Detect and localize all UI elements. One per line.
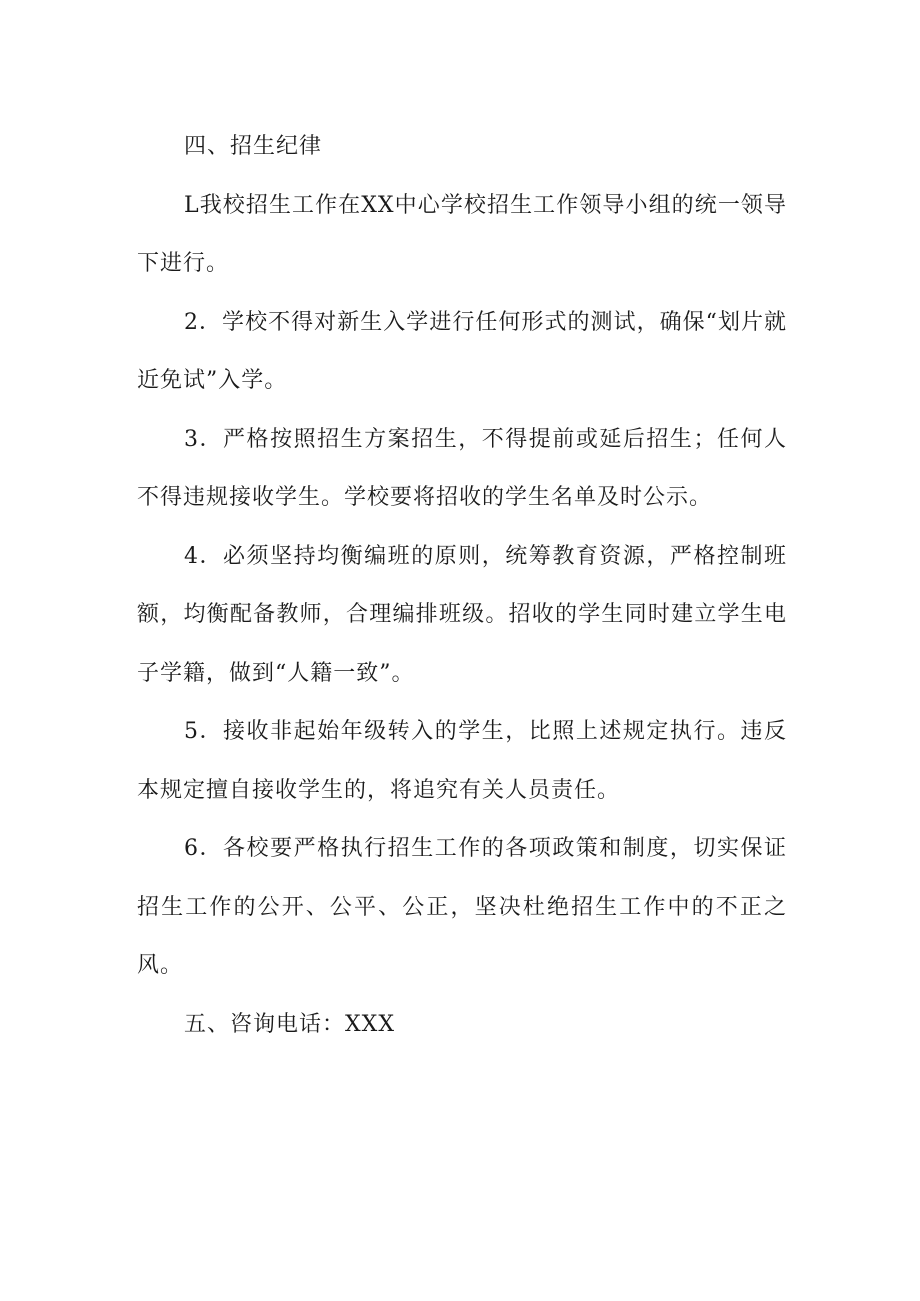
section-heading-consultation-phone: 五、咨询电话：XXX — [184, 1011, 395, 1037]
rule-item-4: 4．必须坚持均衡编班的原则，统筹教育资源，严格控制班额，均衡配备教师，合理编排班级。招收的学生同时建立学生电子学籍，做到“人籍一致”。 — [137, 543, 787, 686]
rule-item-2: 2．学校不得对新生入学进行任何形式的测试，确保“划片就近免试”入学。 — [137, 309, 787, 393]
section-heading-enrollment-discipline: 四、招生纪律 — [184, 134, 323, 159]
document-body — [137, 118, 787, 1054]
rule-item-5: 5．接收非起始年级转入的学生，比照上述规定执行。违反本规定擅自接收学生的，将追究有关人员责任。 — [137, 719, 787, 803]
rule-item-6: 6．各校要严格执行招生工作的各项政策和制度，切实保证招生工作的公开、公平、公正，坚决杜绝招生工作中的不正之风。 — [137, 836, 787, 978]
rule-item-1: L我校招生工作在XX中心学校招生工作领导小组的统一领导下进行。 — [137, 192, 787, 276]
rule-item-3: 3．严格按照招生方案招生，不得提前或延后招生；任何人不得违规接收学生。学校要将招收的学生名单及时公示。 — [137, 426, 787, 510]
